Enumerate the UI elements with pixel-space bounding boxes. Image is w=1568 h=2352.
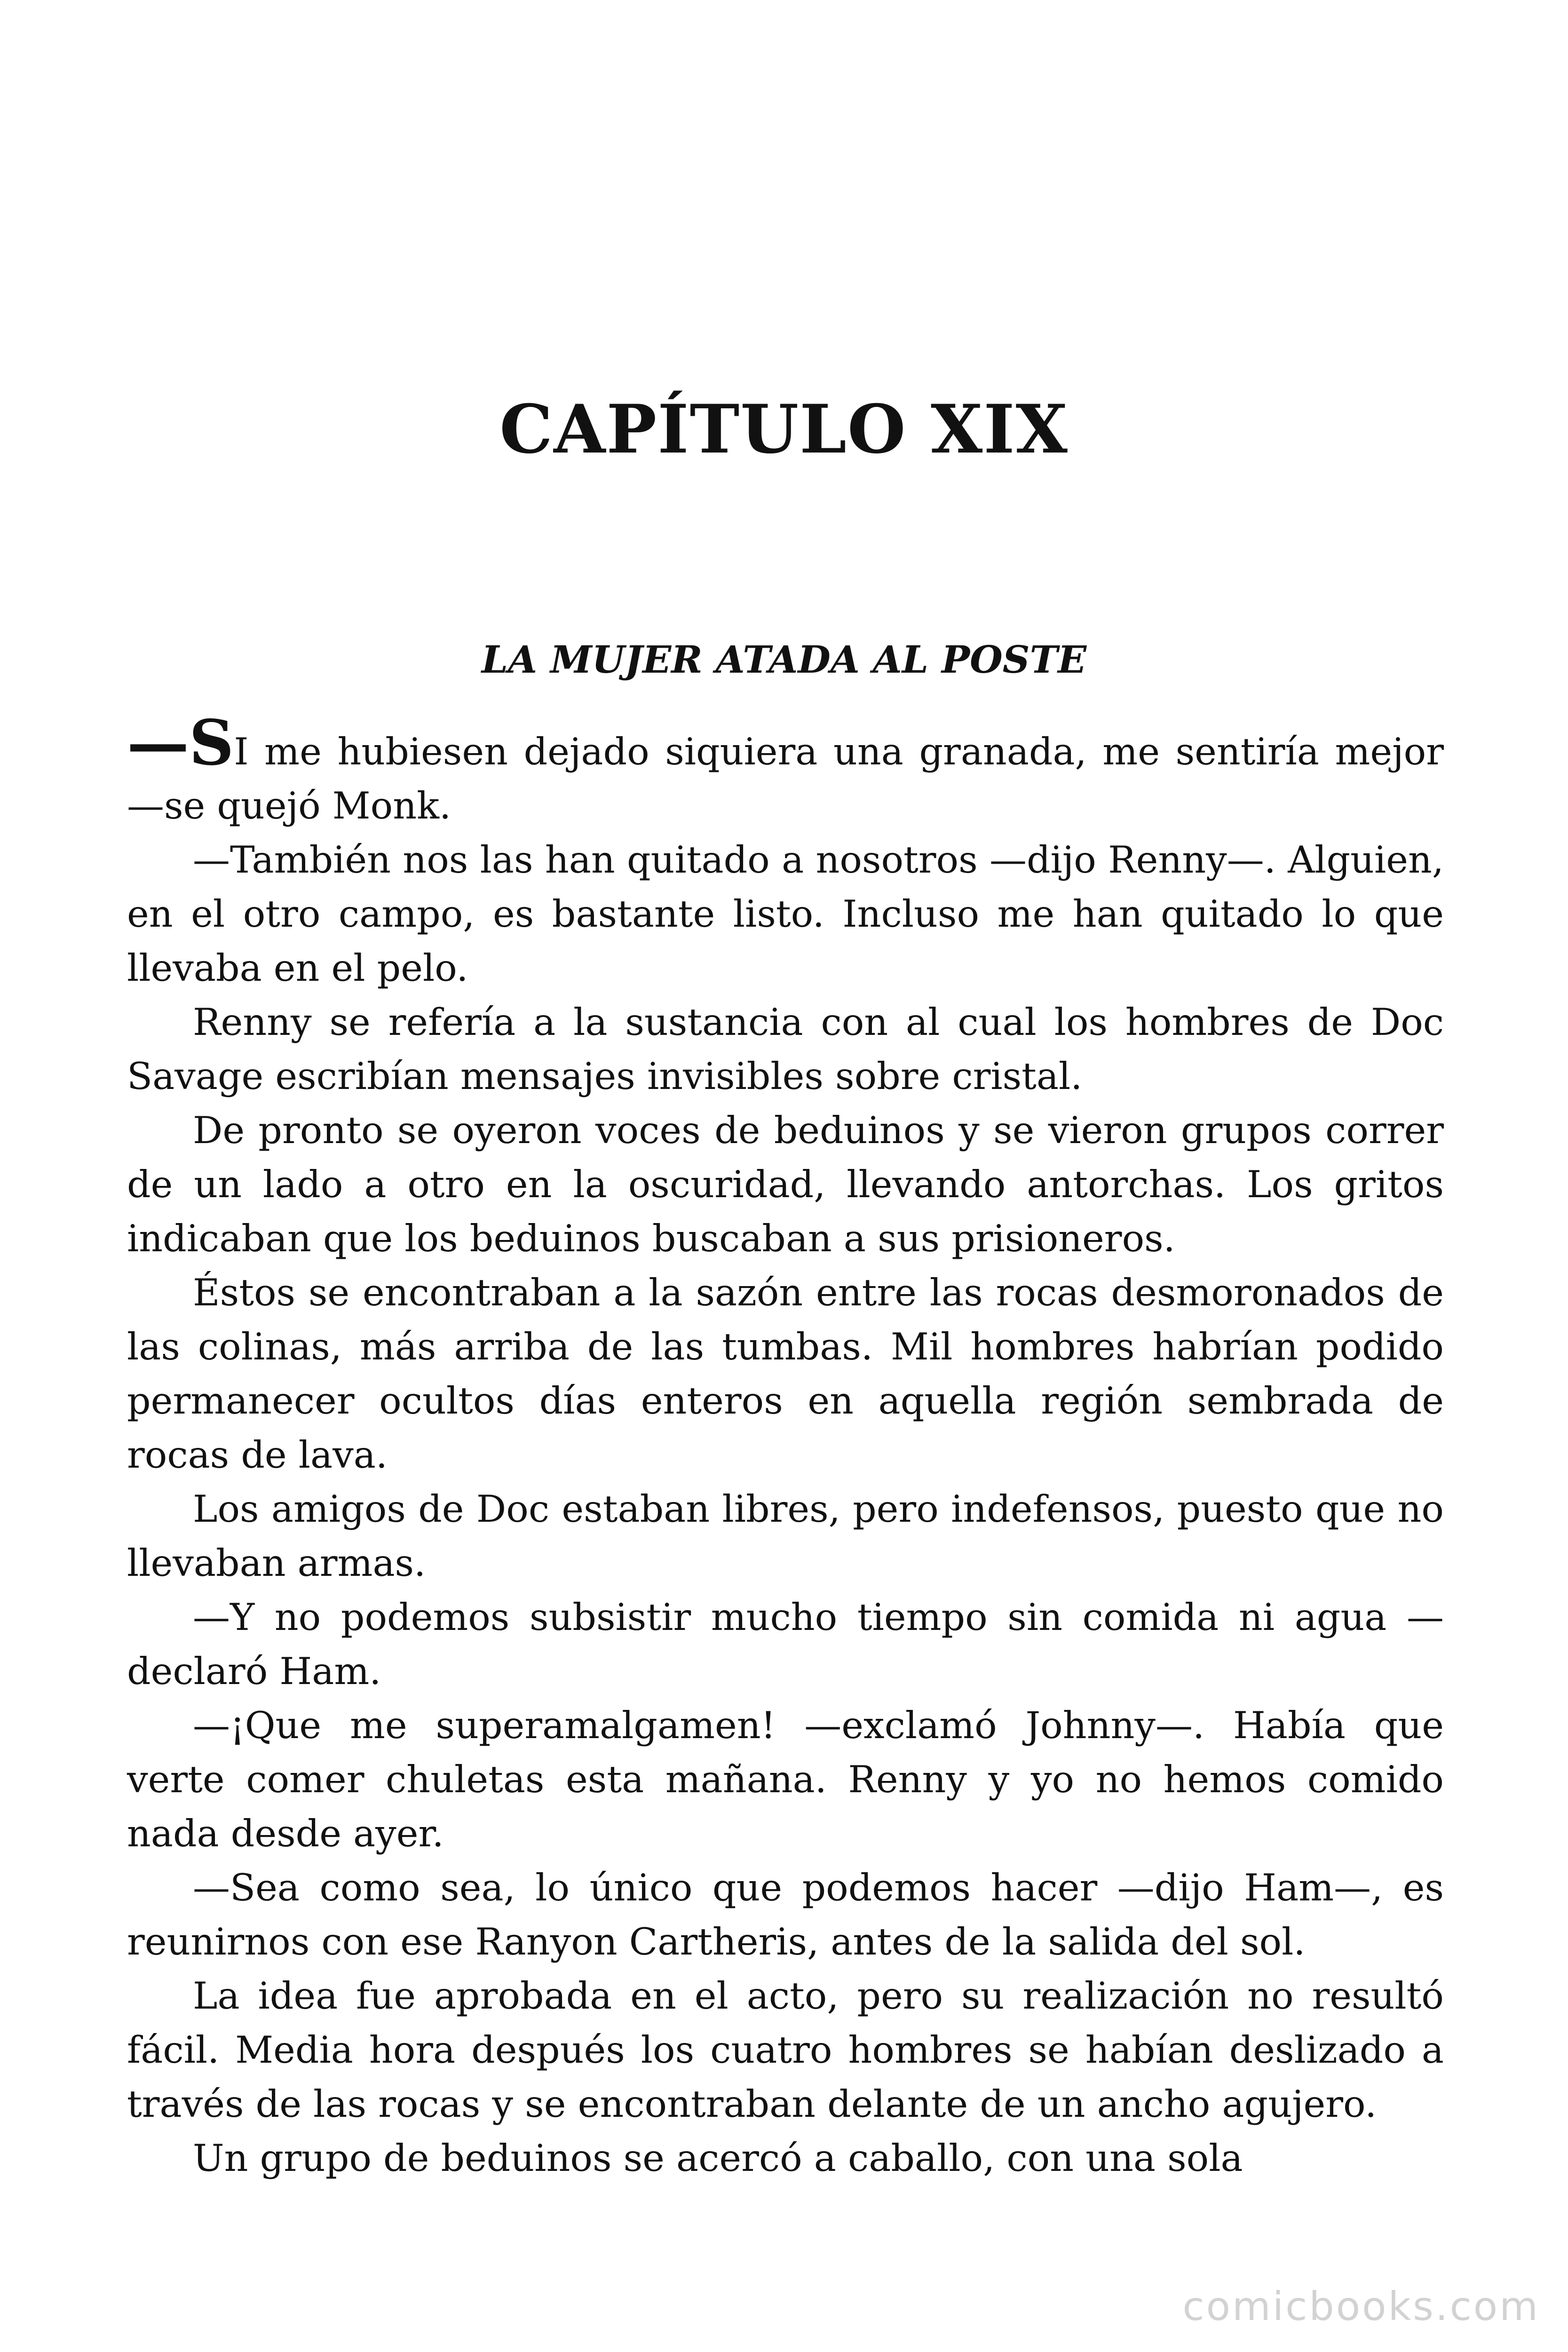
paragraph-partial: Un grupo de beduinos se acercó a caballo, con una sola — [193, 2137, 1243, 2180]
watermark: comicbooks.com — [1182, 2283, 1540, 2329]
opening-dash: — — [127, 707, 189, 779]
paragraph: —También nos las han quitado a nosotros —dijo Renny—. Alguien, en el otro campo, es bastante listo. Incluso me han quitado lo que llevaba en el pelo. — [127, 838, 1444, 990]
paragraph: —Sea como sea, lo único que podemos hacer —dijo Ham—, es reunirnos con ese Ranyon Cartheris, antes de la salida del sol. — [127, 1866, 1444, 1963]
first-paragraph-text: me hubiesen dejado siquiera una granada, me sentiría mejor —se quejó Monk. — [127, 730, 1444, 827]
paragraph: —¡Que me superamalgamen! —exclamó Johnny—. Había que verte comer chuletas esta mañana. Renny y yo no hemos comido nada desde ayer. — [127, 1704, 1444, 1855]
first-paragraph — [127, 707, 1444, 833]
chapter-title: CAPÍTULO XIX — [499, 390, 1069, 469]
small-cap: I — [234, 730, 249, 773]
chapter-body — [127, 707, 1444, 2185]
paragraph: Renny se refería a la sustancia con al cual los hombres de Doc Savage escribían mensajes invisibles sobre cristal. — [127, 1001, 1444, 1098]
paragraph: Éstos se encontraban a la sazón entre las rocas desmoronados de las colinas, más arriba de las tumbas. Mil hombres habrían podido permanecer ocultos días enteros en aquella región sembrada de rocas de lava. — [127, 1271, 1444, 1477]
paragraph: La idea fue aprobada en el acto, pero su realización no resultó fácil. Media hora después los cuatro hombres se habían deslizado a través de las rocas y se encontraban delante de un ancho agujero. — [127, 1974, 1444, 2126]
paragraph: Los amigos de Doc estaban libres, pero indefensos, puesto que no llevaban armas. — [127, 1487, 1444, 1585]
drop-cap: S — [189, 707, 234, 779]
chapter-subtitle: LA MUJER ATADA AL POSTE — [481, 637, 1087, 682]
paragraph: De pronto se oyeron voces de beduinos y se vieron grupos correr de un lado a otro en la oscuridad, llevando antorchas. Los gritos indicaban que los beduinos buscaban a sus prisioneros. — [127, 1109, 1444, 1260]
paragraph: —Y no podemos subsistir mucho tiempo sin comida ni agua —declaró Ham. — [127, 1596, 1444, 1693]
